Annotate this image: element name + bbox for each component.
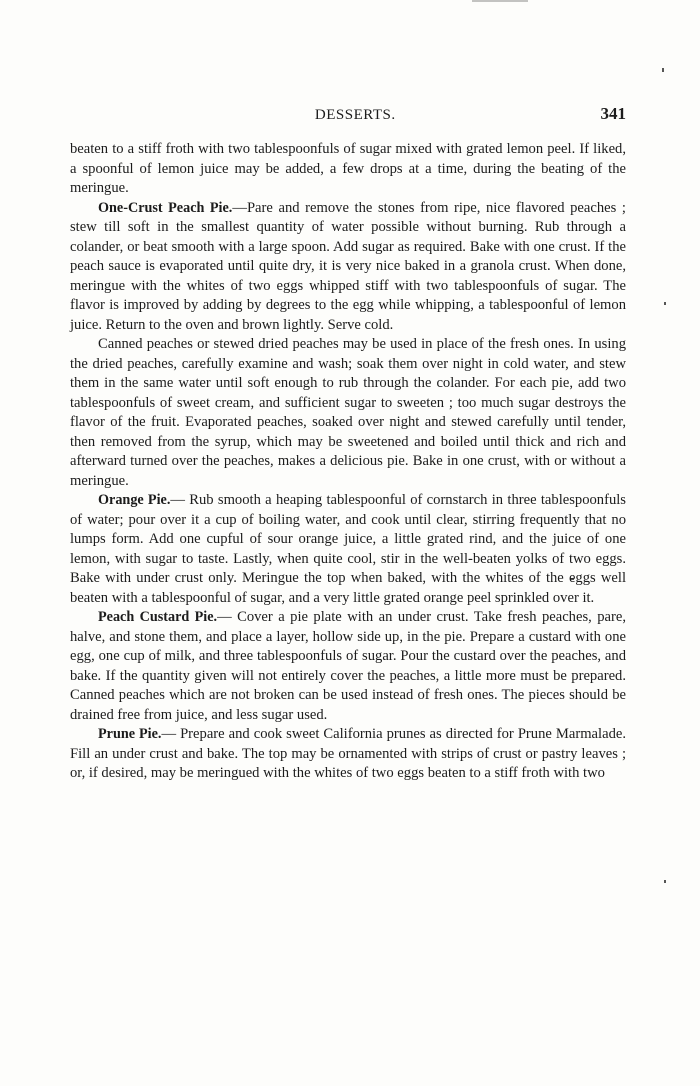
- recipe-text: — Cover a pie plate with an under crust. Take fresh peaches, pare, halve, and stone them, and place a layer, hollow side up, in the pie. Prepare a custard with one egg, one cup of milk, and three tablespoonfuls of sugar. Pour the custard over the peaches, and bake. If the quantity given will not entirely cover the peaches, a little more must be prepared. Canned peaches which are not broken can be used instead of fresh ones. The pieces should be drained free from juice, and less sugar used.: [70, 609, 626, 723]
- scan-artifact: [664, 302, 666, 305]
- page-body: [70, 140, 626, 784]
- recipe-orange-pie: [70, 491, 626, 608]
- recipe-title: One-Crust Peach Pie.: [98, 199, 233, 216]
- page-number: 341: [600, 104, 626, 123]
- scan-artifact: [664, 880, 666, 883]
- scan-artifact: [662, 68, 664, 72]
- recipe-text: — Rub smooth a heaping tablespoonful of cornstarch in three tablespoonfuls of water; pour over it a cup of boiling water, and cook until clear, stirring frequently that no lumps form. Add one cupful of sour orange juice, a little grated rind, and the juice of one lemon, with sugar to taste. Lastly, when quite cool, stir in the well-beaten yolks of two eggs. Bake with under crust only. Meringue the top when baked, with the whites of the eggs well beaten with a tablespoonful of sugar, and a very little grated orange peel sprinkled over it.: [70, 492, 626, 606]
- recipe-prune-pie: [70, 725, 626, 784]
- recipe-one-crust-peach-pie: [70, 199, 626, 336]
- page-header: [70, 104, 626, 130]
- recipe-text: —Pare and remove the stones from ripe, nice flavored peaches ; stew till soft in the smallest quantity of water possible without burning. Rub through a colander, or beat smooth with a large spoon. Add sugar as required. Bake with one crust. If the peach sauce is evaporated until quite dry, it is very nice baked in a granola crust. When done, meringue with the whites of two eggs whipped stiff with two tablespoonfuls of sugar. The flavor is improved by adding by degrees to the egg while whipping, a tablespoonful of lemon juice. Return to the oven and brown lightly. Serve cold.: [70, 199, 626, 333]
- recipe-title: Orange Pie.: [98, 492, 171, 508]
- paragraph-text: beaten to a stiff froth with two tablespoonfuls of sugar mixed with grated lemon peel. If liked, a spoonful of lemon juice may be added, a few drops at a time, during the beating of the meringue.: [70, 141, 626, 196]
- recipe-title: Peach Custard Pie.: [98, 609, 218, 625]
- paragraph-meringue-continued: [70, 140, 626, 199]
- paragraph-canned-peaches-note: [70, 335, 626, 491]
- scan-artifact: [472, 0, 528, 2]
- recipe-text: — Prepare and cook sweet California prunes as directed for Prune Marmalade. Fill an under crust and bake. The top may be ornamented with strips of crust or pastry leaves ; or, if desired, may be meringued with the whites of two eggs beaten to a stiff froth with two: [70, 726, 626, 781]
- running-head: DESSERTS.: [314, 107, 396, 123]
- recipe-peach-custard-pie: [70, 608, 626, 725]
- recipe-title: Prune Pie.: [98, 726, 162, 742]
- paragraph-text: Canned peaches or stewed dried peaches may be used in place of the fresh ones. In using the dried peaches, carefully examine and wash; soak them over night in cold water, and stew them in the same water until soft enough to rub through the colander. For each pie, add two tablespoonfuls of sweet cream, and sufficient sugar to sweeten ; too much sugar destroys the flavor of the fruit. Evaporated peaches, soaked over night and stewed carefully until tender, then removed from the syrup, which may be sweetened and boiled until thick and rich and afterward turned over the peaches, makes a delicious pie. Bake in one crust, with or without a meringue.: [70, 336, 626, 489]
